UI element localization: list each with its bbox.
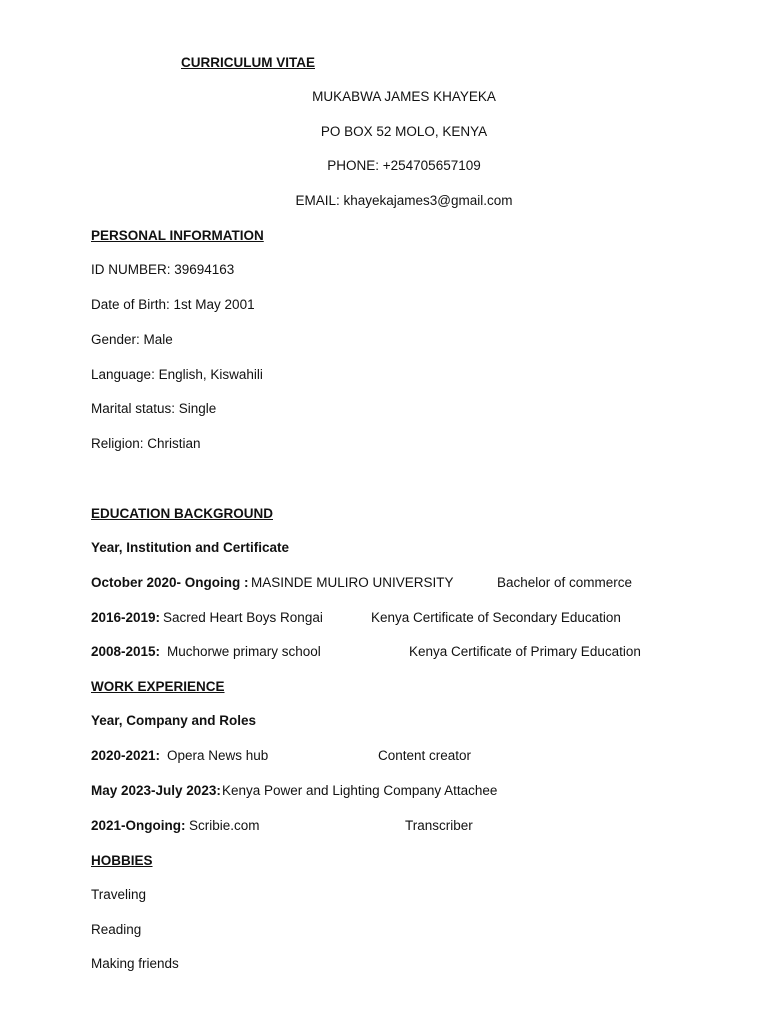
- work-row: [91, 748, 711, 764]
- education-certificate: Kenya Certificate of Secondary Education: [371, 610, 621, 625]
- work-role: Transcriber: [405, 818, 473, 833]
- work-company: Kenya Power and Lighting Company Attachee: [222, 783, 498, 798]
- phone-number: PHONE: +254705657109: [327, 158, 481, 173]
- work-period: 2020-2021:: [91, 748, 161, 763]
- education-row: [91, 575, 711, 591]
- work-company: Scribie.com: [189, 818, 260, 833]
- full-name: MUKABWA JAMES KHAYEKA: [312, 89, 496, 104]
- work-role: Content creator: [378, 748, 472, 763]
- work-row: [91, 783, 711, 799]
- education-institution: Muchorwe primary school: [167, 644, 321, 659]
- gender: Gender: Male: [91, 332, 173, 347]
- education-period: 2016-2019:: [91, 610, 161, 625]
- education-heading: EDUCATION BACKGROUND: [91, 506, 273, 521]
- education-row: [91, 610, 711, 626]
- education-subheading: Year, Institution and Certificate: [91, 540, 290, 555]
- work-subheading: Year, Company and Roles: [91, 713, 257, 728]
- education-period: October 2020- Ongoing :: [91, 575, 249, 590]
- education-institution: MASINDE MULIRO UNIVERSITY: [251, 575, 454, 590]
- work-heading: WORK EXPERIENCE: [91, 679, 225, 694]
- work-period: May 2023-July 2023:: [91, 783, 221, 798]
- marital-status: Marital status: Single: [91, 401, 217, 416]
- work-company: Opera News hub: [167, 748, 269, 763]
- work-period: 2021-Ongoing:: [91, 818, 186, 833]
- religion: Religion: Christian: [91, 436, 201, 451]
- hobby-item: Reading: [91, 922, 142, 937]
- language: Language: English, Kiswahili: [91, 367, 263, 382]
- cv-title: CURRICULUM VITAE: [181, 55, 315, 70]
- hobbies-heading: HOBBIES: [91, 853, 153, 868]
- date-of-birth: Date of Birth: 1st May 2001: [91, 297, 255, 312]
- education-certificate: Kenya Certificate of Primary Education: [409, 644, 641, 659]
- work-row: [91, 818, 711, 834]
- id-number: ID NUMBER: 39694163: [91, 262, 235, 277]
- personal-info-heading: PERSONAL INFORMATION: [91, 228, 264, 243]
- education-certificate: Bachelor of commerce: [497, 575, 633, 590]
- education-institution: Sacred Heart Boys Rongai: [163, 610, 323, 625]
- education-period: 2008-2015:: [91, 644, 161, 659]
- education-row: [91, 644, 711, 660]
- postal-address: PO BOX 52 MOLO, KENYA: [320, 124, 488, 139]
- hobby-item: Making friends: [91, 956, 179, 971]
- hobby-item: Traveling: [91, 887, 147, 902]
- email-address: EMAIL: khayekajames3@gmail.com: [295, 193, 513, 208]
